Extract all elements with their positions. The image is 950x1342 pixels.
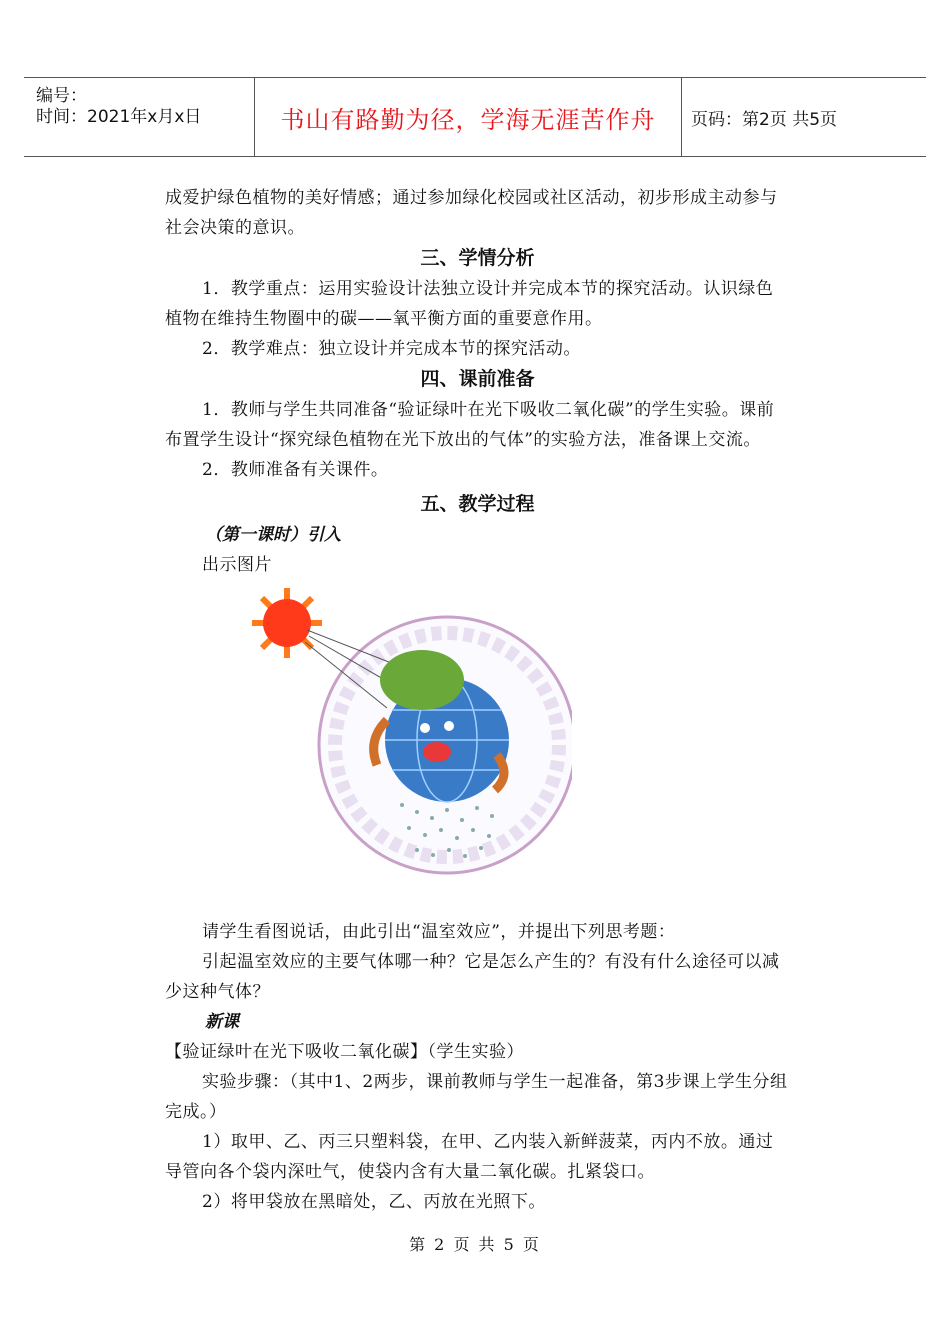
- paragraph: 实验步骤：（其中1、2两步，课前教师与学生一起准备，第3步课上学生分组完成。）: [165, 1072, 788, 1122]
- section-heading: 三、学情分析: [420, 247, 535, 269]
- earth-eye: [420, 723, 430, 733]
- section-heading: 五、教学过程: [420, 493, 535, 515]
- paragraph: 2．教师准备有关课件。: [202, 460, 389, 480]
- document-number-label: 编号：: [36, 86, 87, 106]
- paragraph: 请学生看图说话，由此引出“温室效应”，并提出下列思考题：: [202, 922, 676, 942]
- paragraph: 1．教师与学生共同准备“验证绿叶在光下吸收二氧化碳”的学生实验。课前布置学生设计“探究绿色植物在光下放出的气体”的实验方法，准备课上交流。: [165, 400, 775, 450]
- page-footer: 第 2 页 共 5 页: [409, 1235, 541, 1254]
- section-heading: 四、课前准备: [420, 368, 535, 390]
- subsection-heading: 新课: [205, 1012, 239, 1032]
- paragraph: 成爱护绿色植物的美好情感；通过参加绿化校园或社区活动，初步形成主动参与社会决策的意识。: [165, 188, 778, 238]
- header-left-cell: [24, 78, 254, 156]
- greenhouse-effect-illustration: [227, 580, 572, 895]
- paragraph: 引起温室效应的主要气体哪一种？它是怎么产生的？有没有什么途径可以减少这种气体？: [165, 952, 780, 1002]
- paragraph: 2）将甲袋放在黑暗处，乙、丙放在光照下。: [202, 1192, 546, 1212]
- leaf-icon: [380, 650, 464, 710]
- paragraph: 出示图片: [202, 555, 272, 575]
- page-info: 页码：第2页 共5页: [691, 109, 838, 130]
- document-time-label: 时间：2021年x月x日: [36, 107, 202, 127]
- paragraph: 【验证绿叶在光下吸收二氧化碳】（学生实验）: [165, 1042, 524, 1062]
- paragraph: 1．教学重点：运用实验设计法独立设计并完成本节的探究活动。认识绿色植物在维持生物圈中的碳——氧平衡方面的重要意作用。: [165, 279, 774, 329]
- paragraph: 1）取甲、乙、丙三只塑料袋，在甲、乙内装入新鲜菠菜，丙内不放。通过导管向各个袋内深吐气，使袋内含有大量二氧化碳。扎紧袋口。: [165, 1132, 774, 1182]
- header-motto-cell: [254, 78, 682, 156]
- header-right-cell: [681, 78, 926, 156]
- subsection-heading: （第一课时）引入: [205, 525, 341, 545]
- paragraph: 2．教学难点：独立设计并完成本节的探究活动。: [202, 339, 581, 359]
- header-motto: 书山有路勤为径，学海无涯苦作舟: [280, 105, 656, 134]
- page-header: [24, 77, 926, 157]
- earth-mouth: [423, 742, 451, 762]
- earth-eye: [444, 721, 454, 731]
